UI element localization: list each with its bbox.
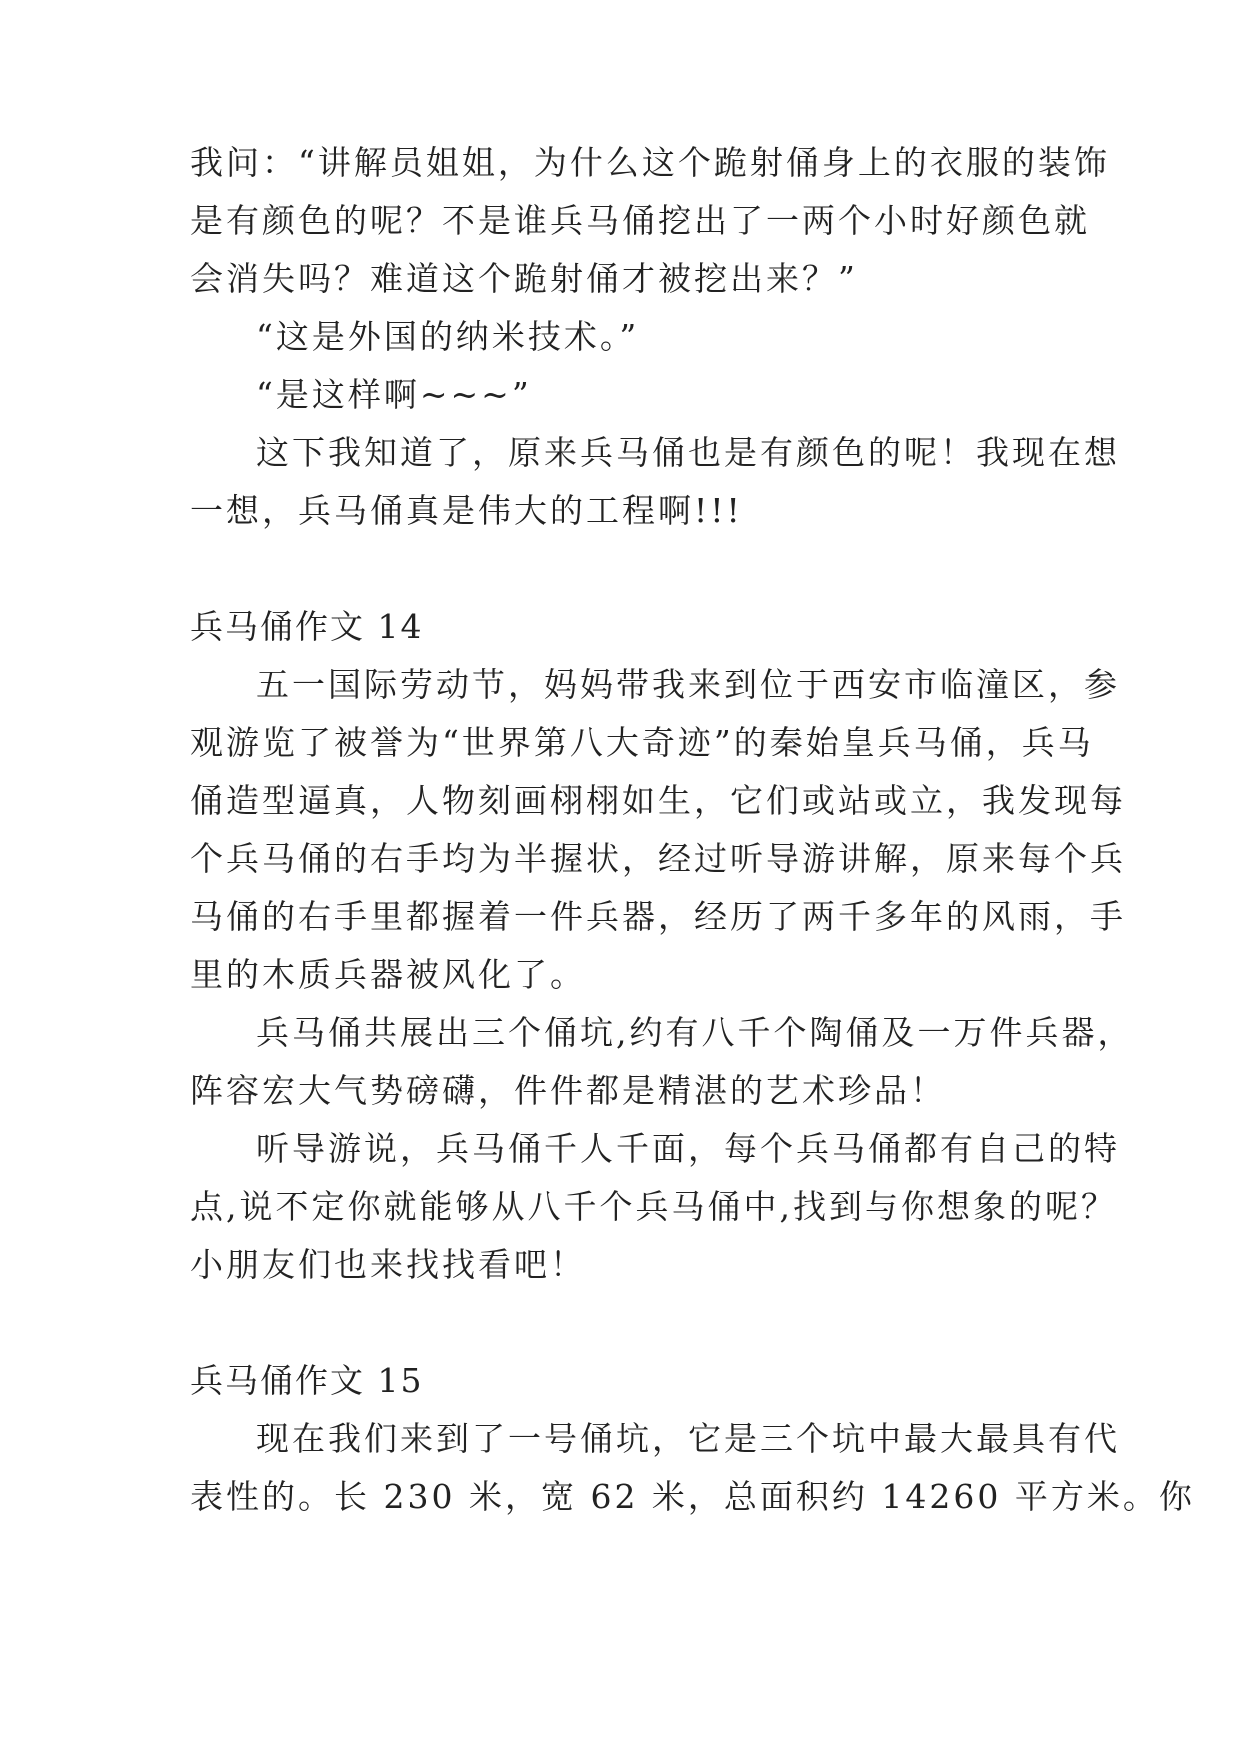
section-heading: 兵马俑作文 15 — [190, 1361, 424, 1400]
text-line: 里的木质兵器被风化了。 — [190, 955, 586, 994]
text-line: 表性的。长 230 米，宽 62 米，总面积约 14260 平方米。你 — [190, 1477, 1195, 1516]
text-line: 我问：“讲解员姐姐，为什么这个跪射俑身上的衣服的装饰 — [190, 143, 1110, 182]
text-line: 小朋友们也来找找看吧！ — [190, 1245, 586, 1284]
text-line: “是这样啊~~~” — [256, 375, 532, 414]
text-line: 五一国际劳动节，妈妈带我来到位于西安市临潼区，参 — [256, 665, 1120, 704]
text-line: 点,说不定你就能够从八千个兵马俑中,找到与你想象的呢？ — [190, 1187, 1117, 1226]
section-heading: 兵马俑作文 14 — [190, 607, 424, 646]
text-line: 观游览了被誉为“世界第八大奇迹”的秦始皇兵马俑，兵马 — [190, 723, 1094, 762]
text-line: 马俑的右手里都握着一件兵器，经历了两千多年的风雨，手 — [190, 897, 1126, 936]
text-line: 是有颜色的呢？不是谁兵马俑挖出了一两个小时好颜色就 — [190, 201, 1090, 240]
text-line: 一想，兵马俑真是伟大的工程啊!!! — [190, 491, 743, 530]
text-line: 这下我知道了，原来兵马俑也是有颜色的呢！我现在想 — [256, 433, 1120, 472]
text-line: 兵马俑共展出三个俑坑,约有八千个陶俑及一万件兵器， — [256, 1013, 1134, 1052]
text-line: 阵容宏大气势磅礴，件件都是精湛的艺术珍品！ — [190, 1071, 946, 1110]
text-line: 俑造型逼真，人物刻画栩栩如生，它们或站或立，我发现每 — [190, 781, 1126, 820]
text-line: 听导游说，兵马俑千人千面，每个兵马俑都有自己的特 — [256, 1129, 1120, 1168]
text-line: 个兵马俑的右手均为半握状，经过听导游讲解，原来每个兵 — [190, 839, 1126, 878]
text-line: “这是外国的纳米技术。” — [256, 317, 640, 356]
text-line: 会消失吗？难道这个跪射俑才被挖出来？” — [190, 259, 858, 298]
text-line: 现在我们来到了一号俑坑，它是三个坑中最大最具有代 — [256, 1419, 1120, 1458]
